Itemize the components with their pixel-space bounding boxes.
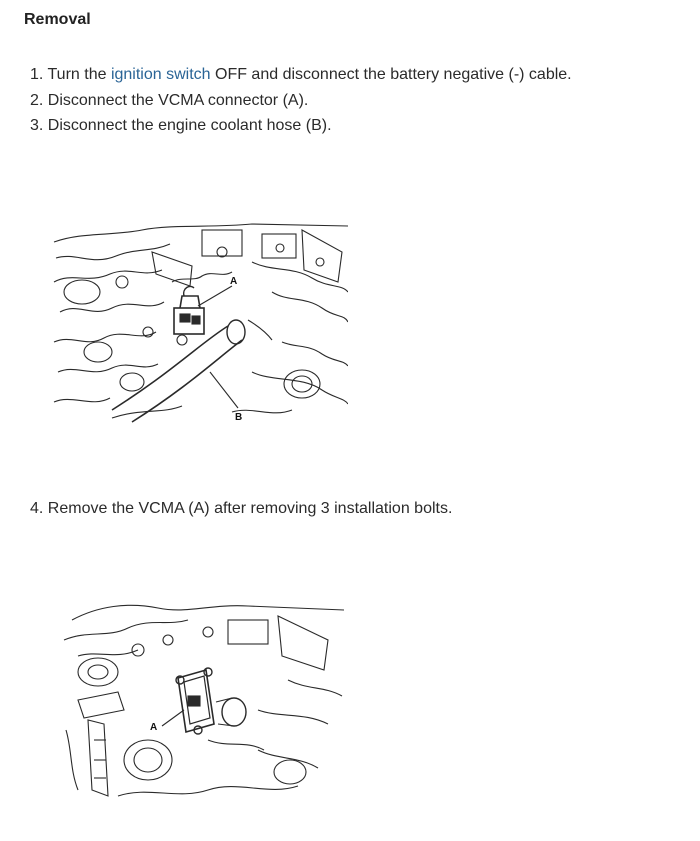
ignition-switch-link[interactable]: ignition switch xyxy=(110,66,211,83)
engine-bay-figure-2 xyxy=(58,600,344,814)
removal-steps xyxy=(30,62,572,139)
section-title: Removal xyxy=(24,11,91,28)
step-3-text: Disconnect the engine coolant hose (B). xyxy=(47,117,332,134)
step-4-number: 4. xyxy=(30,500,44,517)
step-3-number: 3. xyxy=(30,117,44,134)
callout-a-1: A xyxy=(230,276,238,287)
engine-bay-figure-1 xyxy=(52,222,348,426)
step-1-text-after: OFF and disconnect the battery negative (-) cable. xyxy=(210,66,572,83)
callout-a-2: A xyxy=(150,722,158,733)
callout-b-1: B xyxy=(235,412,243,423)
step-1-text-before: Turn the xyxy=(47,66,111,83)
engine-line-drawing-2 xyxy=(58,600,344,814)
engine-line-drawing-1 xyxy=(52,222,348,426)
step-1-number: 1. xyxy=(30,66,44,83)
step-1 xyxy=(30,62,572,88)
step-4 xyxy=(30,500,452,518)
step-4-text: Remove the VCMA (A) after removing 3 installation bolts. xyxy=(47,500,453,517)
step-2-number: 2. xyxy=(30,91,44,109)
step-3 xyxy=(30,113,572,139)
step-2-text: Disconnect the VCMA connector (A). xyxy=(47,91,309,109)
step-2 xyxy=(30,88,572,114)
